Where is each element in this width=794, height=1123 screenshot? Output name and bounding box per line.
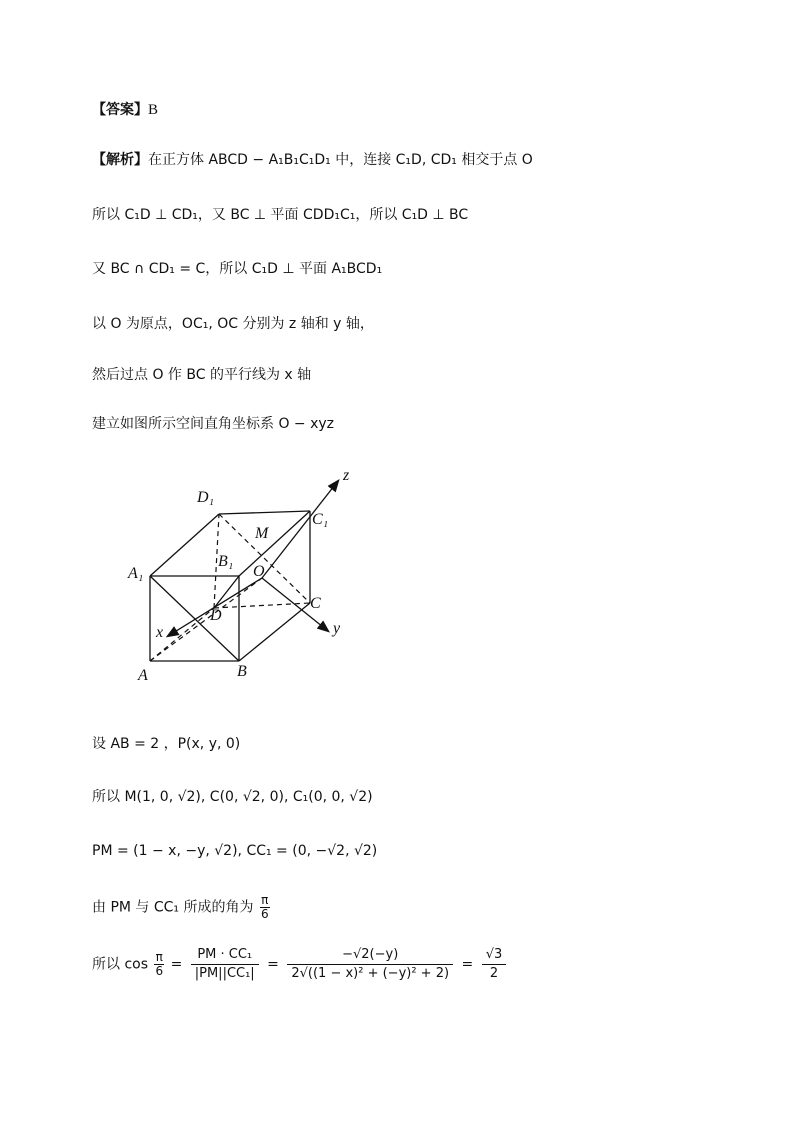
vector-fraction-num: PM · CC₁	[191, 946, 259, 965]
label-D: D	[210, 607, 222, 624]
result-fraction-den: 2	[489, 966, 499, 981]
solution-text-8: 所以 M(1, 0, √2), C(0, √2, 0), C₁(0, 0, √2)	[92, 789, 373, 805]
label-C1: C₁	[312, 511, 329, 528]
angle-fraction-num: π	[261, 893, 269, 907]
solution-text-7: 设 AB = 2 ，P(x, y, 0)	[92, 736, 241, 752]
analysis-line-2	[92, 205, 468, 225]
answer-label: 【答案】	[92, 102, 148, 118]
label-B1: B₁	[218, 553, 234, 570]
label-A1: A₁	[128, 565, 144, 582]
label-z: z	[343, 467, 350, 484]
solution-text-10: 由 PM 与 CC₁ 所成的角为	[92, 899, 254, 916]
solution-line-8	[92, 787, 373, 807]
result-fraction-num: √3	[482, 946, 507, 965]
solution-text-9: PM = (1 − x, −y, √2), CC₁ = (0, −√2, √2)	[92, 843, 378, 859]
vector-fraction	[191, 946, 259, 983]
expression-fraction-den: 2√((1 − x)² + (−y)² + 2)	[291, 966, 450, 981]
hidden-D-C	[214, 603, 310, 608]
analysis-line-3	[92, 259, 382, 279]
equals-2: =	[267, 956, 279, 973]
cos-angle-num: π	[155, 950, 163, 964]
label-y: y	[333, 620, 341, 637]
angle-fraction	[260, 894, 270, 921]
cos-angle-den: 6	[155, 964, 164, 978]
label-C: C	[310, 595, 321, 612]
diag-A1-B	[150, 576, 239, 661]
answer-line	[92, 100, 158, 120]
analysis-line-6	[92, 414, 334, 434]
analysis-text-5: 然后过点 O 作 BC 的平行线为 x 轴	[92, 367, 312, 383]
label-x: x	[156, 624, 164, 641]
analysis-text-1: 在正方体 ABCD − A₁B₁C₁D₁ 中，连接 C₁D, CD₁ 相交于点 O	[148, 152, 533, 168]
z-axis	[262, 481, 338, 578]
vector-fraction-den: |PM||CC₁|	[194, 966, 255, 981]
analysis-text-2: 所以 C₁D ⊥ CD₁，又 BC ⊥ 平面 CDD₁C₁，所以 C₁D ⊥ BC	[92, 207, 469, 223]
hidden-A-z	[150, 578, 262, 661]
edge-B1-C1	[239, 511, 310, 576]
expression-fraction-num: −√2(−y)	[287, 946, 453, 965]
angle-fraction-den: 6	[260, 907, 269, 921]
edge-D1-C1	[219, 511, 310, 514]
analysis-line-4	[92, 314, 374, 334]
solution-line-9	[92, 841, 377, 861]
edge-B-C	[239, 603, 310, 661]
solution-line-11	[92, 946, 510, 983]
analysis-text-4: 以 O 为原点，OC₁, OC 分别为 z 轴和 y 轴，	[92, 316, 374, 332]
cos-prefix: 所以 cos	[92, 956, 149, 973]
analysis-text-3: 又 BC ∩ CD₁ = C，所以 C₁D ⊥ 平面 A₁BCD₁	[92, 261, 383, 277]
analysis-line-1	[92, 150, 533, 170]
result-fraction	[482, 946, 507, 983]
label-M: M	[255, 525, 269, 542]
equals-3: =	[461, 956, 474, 973]
label-D1: D₁	[197, 489, 215, 506]
cos-angle-fraction	[154, 951, 164, 978]
label-O: O	[253, 563, 265, 580]
answer-value: B	[148, 102, 159, 118]
analysis-line-5	[92, 365, 311, 385]
analysis-label: 【解析】	[92, 152, 148, 168]
solution-line-7	[92, 734, 240, 754]
label-B: B	[237, 663, 247, 680]
solution-line-10	[92, 894, 272, 921]
label-A: A	[138, 667, 148, 684]
expression-fraction	[287, 946, 453, 983]
equals-1: =	[170, 956, 183, 973]
analysis-text-6: 建立如图所示空间直角坐标系 O − xyz	[92, 416, 335, 432]
edge-A1-D1	[150, 514, 219, 576]
diag-B1-D	[214, 576, 239, 608]
